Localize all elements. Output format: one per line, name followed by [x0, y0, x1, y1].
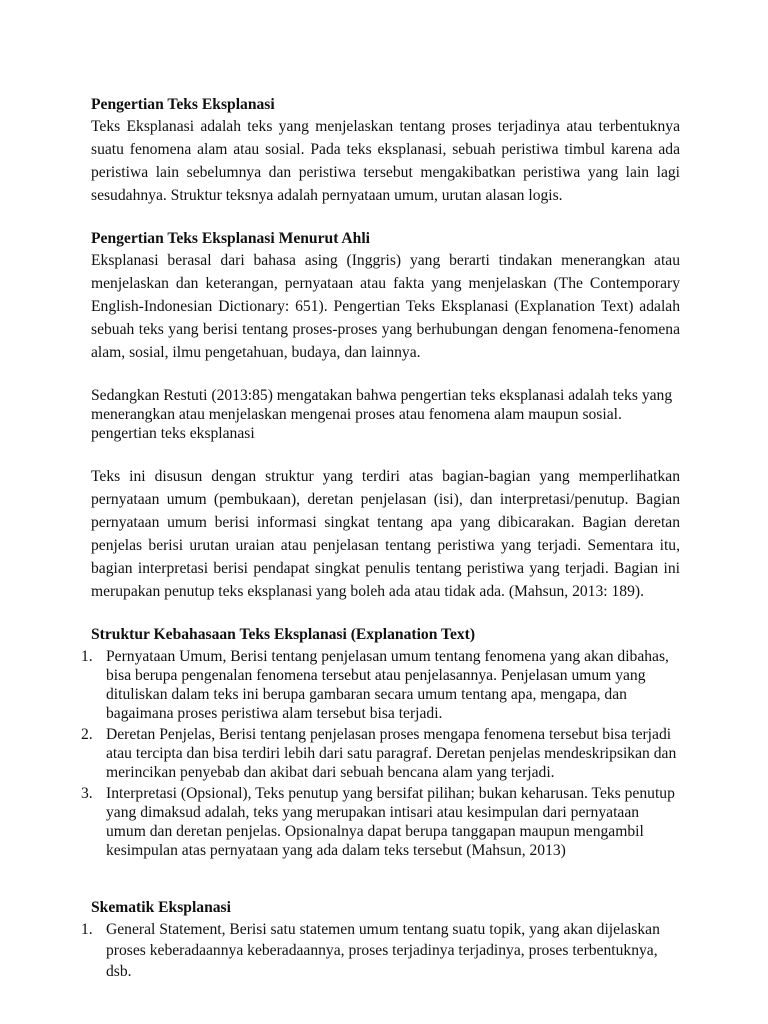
list-item-text: Deretan Penjelas, Berisi tentang penjelasan proses mengapa fenomena tersebut bisa terjadi atau tercipta dan bisa terdiri lebih dari satu paragraf. Deretan penjelas mendeskripsikan dan merincikan penyebab dan akibat dari sebuah bencana alam yang terjadi.	[106, 726, 677, 781]
section-heading-skematik: Skematik Eksplanasi	[91, 899, 231, 916]
list-item	[81, 784, 680, 860]
skematik-list	[81, 919, 680, 982]
list-item	[81, 725, 680, 782]
list-number: 3.	[81, 785, 93, 802]
section-heading-struktur-kebahasaan: Struktur Kebahasaan Teks Eksplanasi (Explanation Text)	[91, 626, 476, 643]
list-number: 1.	[81, 648, 93, 665]
struktur-list	[81, 647, 680, 860]
spacer	[91, 443, 680, 465]
spacer	[91, 862, 680, 897]
list-item	[81, 919, 680, 982]
list-number: 1.	[81, 921, 93, 938]
list-item	[81, 647, 680, 723]
spacer	[91, 603, 680, 624]
document-content	[81, 94, 680, 982]
section-heading-pengertian: Pengertian Teks Eksplanasi	[91, 96, 275, 113]
paragraph-restuti: Sedangkan Restuti (2013:85) mengatakan bahwa pengertian teks eksplanasi adalah teks yang menerangkan atau menjelaskan mengenai proses atau fenomena alam maupun sosial.	[91, 387, 673, 423]
paragraph-pengertian: Teks Eksplanasi adalah teks yang menjelaskan tentang proses terjadinya atau terbentuknya suatu fenomena alam atau sosial. Pada teks eksplanasi, sebuah peristiwa timbul karena ada peristiwa lain sebelumnya dan peristiwa tersebut mengakibatkan peristiwa yang lain lagi sesudahnya. Struktur teksnya adalah pernyataan umum, urutan alasan logis.	[91, 118, 680, 204]
list-item-text: Interpretasi (Opsional), Teks penutup yang bersifat pilihan; bukan keharusan. Teks penutup yang dimaksud adalah, teks yang merupakan intisari atau kesimpulan dari pernyataan umum dan deretan penjelas. Opsionalnya dapat berupa tanggapan maupun mengambil kesimpulan atas pernyataan yang ada dalam teks tersebut (Mahsun, 2013)	[106, 785, 675, 859]
image-caption: pengertian teks eksplanasi	[91, 425, 255, 442]
paragraph-menurut-ahli: Eksplanasi berasal dari bahasa asing (Inggris) yang berarti tindakan menerangkan atau menjelaskan dan keterangan, pernyataan atau fakta yang menjelaskan (The Contemporary English-Indonesian Dictionary: 651). Pengertian Teks Eksplanasi (Explanation Text) adalah sebuah teks yang berisi tentang proses-proses yang berhubungan dengan fenomena-fenomena alam, sosial, ilmu pengetahuan, budaya, dan lainnya.	[91, 252, 680, 361]
spacer	[91, 207, 680, 228]
list-number: 2.	[81, 726, 93, 743]
spacer	[91, 364, 680, 386]
paragraph-struktur: Teks ini disusun dengan struktur yang terdiri atas bagian-bagian yang memperlihatkan pernyataan umum (pembukaan), deretan penjelasan (isi), dan interpretasi/penutup. Bagian pernyataan umum berisi informasi singkat tentang apa yang dibicarakan. Bagian deretan penjelas berisi urutan uraian atau penjelasan tentang peristiwa yang terjadi. Sementara itu, bagian interpretasi berisi pendapat singkat penulis tentang peristiwa yang terjadi. Bagian ini merupakan penutup teks eksplanasi yang boleh ada atau tidak ada. (Mahsun, 2013: 189).	[91, 468, 680, 600]
list-item-text: Pernyataan Umum, Berisi tentang penjelasan umum tentang fenomena yang akan dibahas, bisa berupa pengenalan fenomena tersebut atau penjelasannya. Penjelasan umum yang dituliskan dalam teks ini berupa gambaran secara umum tentang apa, mengapa, dan bagaimana proses peristiwa alam tersebut bisa terjadi.	[106, 648, 669, 722]
section-heading-menurut-ahli: Pengertian Teks Eksplanasi Menurut Ahli	[91, 230, 371, 247]
list-item-text: General Statement, Berisi satu statemen umum tentang suatu topik, yang akan dijelaskan proses keberadaannya keberadaannya, proses terjadinya terjadinya, proses terbentuknya, dsb.	[106, 921, 660, 980]
